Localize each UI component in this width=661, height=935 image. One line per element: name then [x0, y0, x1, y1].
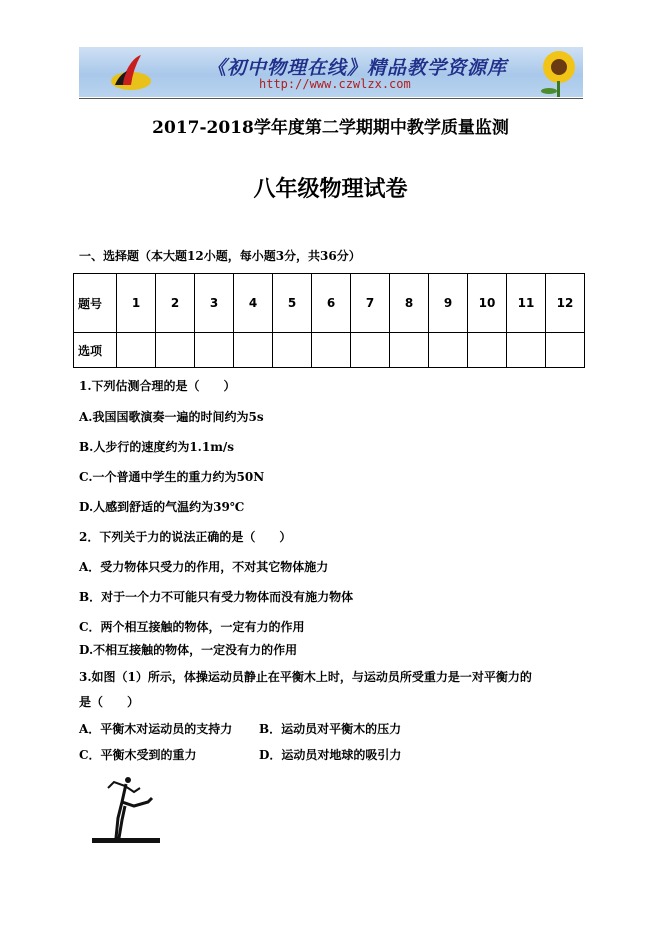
number-cell: 12 — [546, 274, 585, 333]
question-1-option-a: A.我国国歌演奏一遍的时间约为5s — [79, 410, 264, 424]
row-label: 题号 — [74, 274, 117, 333]
question-1-option-d: D.人感到舒适的气温约为39℃ — [79, 500, 245, 514]
question-2-option-b: B．对于一个力不可能只有受力物体而没有施力物体 — [79, 590, 354, 604]
gymnast-on-beam-figure — [92, 776, 162, 852]
answer-cell[interactable] — [234, 333, 273, 368]
sunflower-icon — [523, 47, 583, 97]
number-cell: 7 — [351, 274, 390, 333]
question-3-option-d: D．运动员对地球的吸引力 — [259, 748, 402, 762]
answer-cell[interactable] — [351, 333, 390, 368]
exam-title: 八年级物理试卷 — [253, 177, 408, 202]
question-3-option-b: B．运动员对平衡木的压力 — [259, 722, 402, 736]
question-2-option-c: C．两个相互接触的物体，一定有力的作用 — [79, 620, 305, 634]
question-3-option-c: C．平衡木受到的重力 — [79, 748, 197, 762]
logo-icon — [107, 51, 153, 93]
number-cell: 2 — [156, 274, 195, 333]
section-heading: 一、选择题（本大题12小题，每小题3分，共36分） — [79, 249, 361, 263]
answer-cell[interactable] — [195, 333, 234, 368]
number-cell: 3 — [195, 274, 234, 333]
answer-cell[interactable] — [117, 333, 156, 368]
header-banner — [79, 47, 583, 97]
question-1-option-c: C.一个普通中学生的重力约为50N — [79, 470, 265, 484]
question-number-row — [74, 274, 585, 333]
answer-cell[interactable] — [468, 333, 507, 368]
answer-cell[interactable] — [546, 333, 585, 368]
question-1-option-b: B.人步行的速度约为1.1m/s — [79, 440, 235, 454]
site-url: http://www.czwlzx.com — [259, 77, 411, 91]
question-2-option-a: A．受力物体只受力的作用，不对其它物体施力 — [79, 560, 329, 574]
answer-cell[interactable] — [273, 333, 312, 368]
header-rule — [79, 98, 583, 99]
answer-cell[interactable] — [507, 333, 546, 368]
number-cell: 9 — [429, 274, 468, 333]
number-cell: 4 — [234, 274, 273, 333]
question-1-stem: 1.下列估测合理的是（ ） — [79, 379, 236, 393]
answer-row — [74, 333, 585, 368]
answer-cell[interactable] — [312, 333, 351, 368]
question-3-option-a: A．平衡木对运动员的支持力 — [79, 722, 233, 736]
number-cell: 8 — [390, 274, 429, 333]
exam-header: 2017-2018学年度第二学期期中教学质量监测 — [152, 118, 509, 138]
number-cell: 6 — [312, 274, 351, 333]
number-cell: 5 — [273, 274, 312, 333]
question-2-option-d: D.不相互接触的物体，一定没有力的作用 — [79, 643, 298, 657]
number-cell: 10 — [468, 274, 507, 333]
answer-table — [73, 273, 585, 368]
question-3-stem: 3.如图（1）所示，体操运动员静止在平衡木上时，与运动员所受重力是一对平衡力的 — [79, 670, 532, 684]
question-3-stem-cont: 是（ ） — [79, 695, 140, 709]
number-cell: 1 — [117, 274, 156, 333]
answer-cell[interactable] — [156, 333, 195, 368]
question-2-stem: 2．下列关于力的说法正确的是（ ） — [79, 530, 292, 544]
number-cell: 11 — [507, 274, 546, 333]
answer-cell[interactable] — [429, 333, 468, 368]
site-name: 《初中物理在线》精品教学资源库 — [207, 57, 508, 79]
answer-cell[interactable] — [390, 333, 429, 368]
row-label: 选项 — [74, 333, 117, 368]
